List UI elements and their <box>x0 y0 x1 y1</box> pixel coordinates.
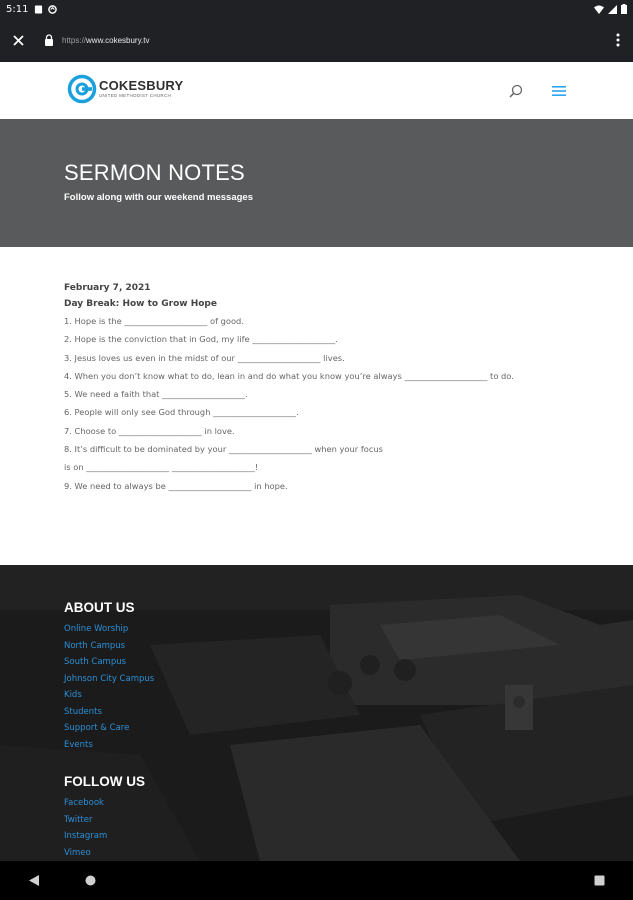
footer-link-south-campus[interactable]: South Campus <box>64 657 127 667</box>
cokesbury-logo-icon <box>67 74 97 104</box>
system-navigation-bar <box>0 861 633 900</box>
hamburger-menu-icon[interactable] <box>550 84 568 98</box>
url-scheme: https:// <box>62 35 87 45</box>
browser-toolbar <box>0 18 633 62</box>
note-line: 6. People will only see God through ____________________. <box>64 407 299 418</box>
signal-icon <box>608 5 617 14</box>
footer-link-north-campus[interactable]: North Campus <box>64 641 126 651</box>
home-circle-icon[interactable] <box>85 875 96 886</box>
note-line: is on ____________________ ____________________! <box>64 462 259 473</box>
footer-link-twitter[interactable]: Twitter <box>64 815 93 825</box>
footer-link-johnson-city-campus[interactable]: Johnson City Campus <box>64 674 155 684</box>
browser-menu-button[interactable] <box>603 18 633 62</box>
address-bar[interactable] <box>62 36 149 45</box>
logo-subtitle: UNITED METHODIST CHURCH <box>99 93 172 99</box>
sermon-notes <box>64 283 584 499</box>
sync-icon <box>48 5 57 14</box>
about-us-heading: ABOUT US <box>64 600 135 615</box>
wifi-icon <box>594 5 604 14</box>
note-line: 4. When you don’t know what to do, lean in and do what you know you’re always ____________________ to do. <box>64 370 514 381</box>
footer-link-students[interactable]: Students <box>64 707 102 717</box>
lock-icon <box>44 34 54 46</box>
more-vert-icon <box>616 33 620 47</box>
footer-link-vimeo[interactable]: Vimeo <box>64 848 91 858</box>
page-title: SERMON NOTES <box>64 160 245 185</box>
sermon-date: February 7, 2021 <box>64 283 151 293</box>
site-header <box>0 62 633 119</box>
footer-link-instagram[interactable]: Instagram <box>64 831 108 841</box>
site-footer <box>0 565 633 861</box>
follow-us-heading: FOLLOW US <box>64 774 145 789</box>
page-subtitle: Follow along with our weekend messages <box>64 192 253 203</box>
note-line: 1. Hope is the ____________________ of good. <box>64 316 244 326</box>
notification-icon <box>34 5 43 14</box>
status-bar <box>0 0 633 18</box>
sermon-title: Day Break: How to Grow Hope <box>64 299 217 309</box>
logo-name: COKESBURY <box>99 78 184 94</box>
footer-link-online-worship[interactable]: Online Worship <box>64 624 129 634</box>
hero-banner <box>0 119 633 247</box>
footer-link-kids[interactable]: Kids <box>64 690 82 700</box>
close-icon <box>13 35 24 46</box>
note-line: 3. Jesus loves us even in the midst of our ____________________ lives. <box>64 352 345 363</box>
site-logo[interactable] <box>67 74 183 104</box>
note-line: 2. Hope is the conviction that in God, my life ____________________. <box>64 334 338 345</box>
footer-link-facebook[interactable]: Facebook <box>64 798 104 808</box>
back-triangle-icon[interactable] <box>28 874 40 887</box>
note-line: 8. It’s difficult to be dominated by your ____________________ when your focus <box>64 444 383 455</box>
search-icon[interactable] <box>508 83 524 99</box>
close-tab-button[interactable] <box>0 18 36 62</box>
url-host: www.cokesbury.tv <box>86 35 150 45</box>
footer-link-support-care[interactable]: Support & Care <box>64 723 130 733</box>
footer-link-events[interactable]: Events <box>64 740 93 750</box>
note-line: 5. We need a faith that ____________________. <box>64 389 248 400</box>
note-line: 7. Choose to ____________________ in love. <box>64 425 235 436</box>
status-time: 5:11 <box>6 3 29 15</box>
note-line: 9. We need to always be ____________________ in hope. <box>64 480 288 491</box>
recents-square-icon[interactable] <box>594 875 605 886</box>
battery-icon <box>621 4 627 14</box>
